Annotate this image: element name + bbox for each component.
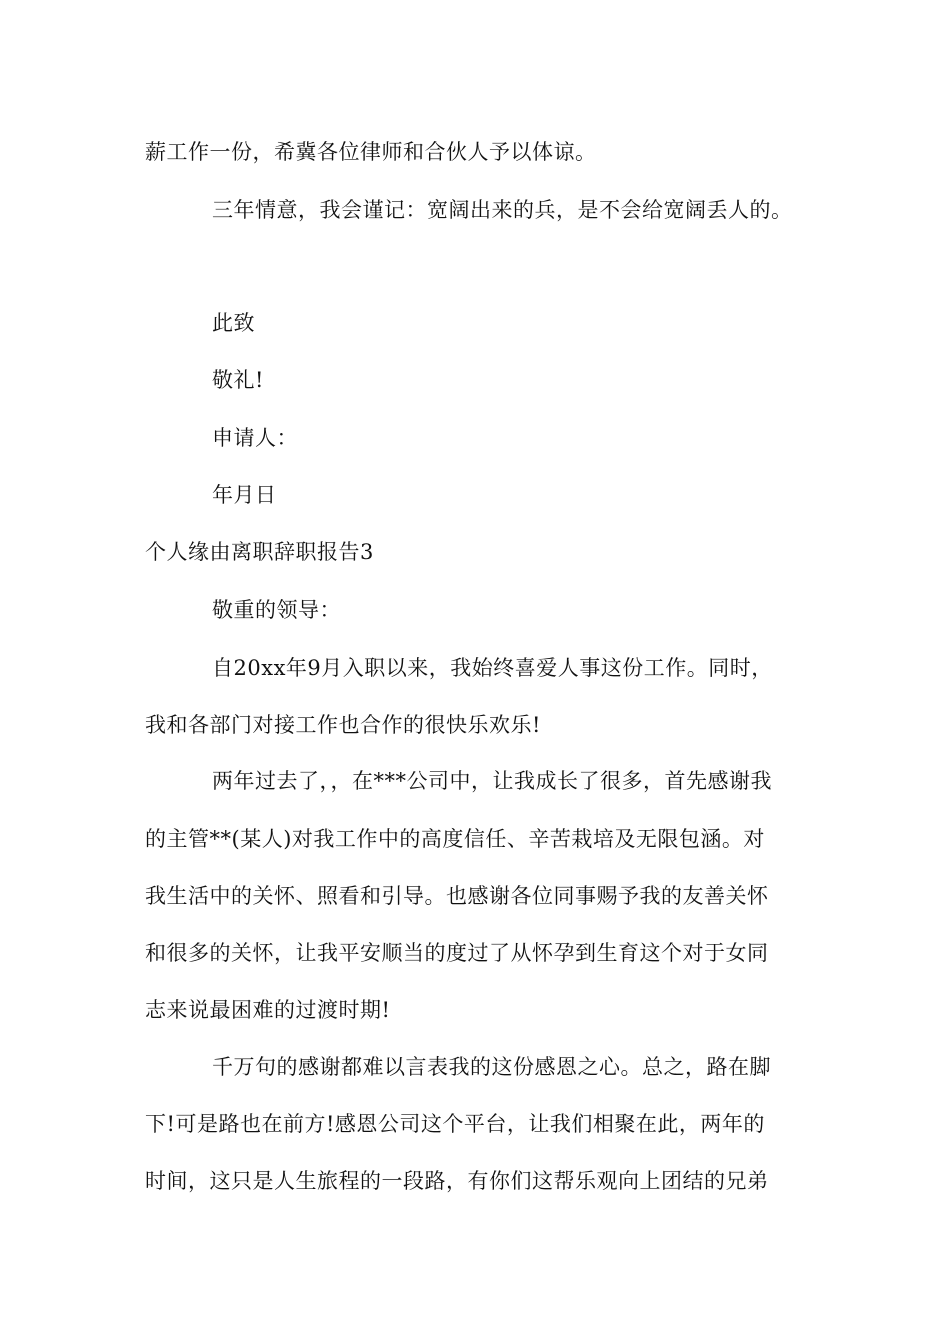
paragraph-line: 自20xx年9月入职以来，我始终喜爱人事这份工作。同时， [212, 656, 773, 680]
section-title: 个人缘由离职辞职报告3 [145, 540, 374, 564]
paragraph-line: 我和各部门对接工作也合作的很快乐欢乐! [145, 713, 541, 737]
date-line: 年月日 [212, 483, 277, 507]
paragraph-line: 的主管**(某人)对我工作中的高度信任、辛苦栽培及无限包涵。对 [145, 827, 765, 851]
paragraph-line: 千万句的感谢都难以言表我的这份感恩之心。总之，路在脚 [212, 1055, 771, 1079]
paragraph-line: 下!可是路也在前方!感恩公司这个平台，让我们相聚在此，两年的 [145, 1112, 765, 1136]
paragraph-line: 时间，这只是人生旅程的一段路，有你们这帮乐观向上团结的兄弟 [145, 1169, 769, 1193]
closing-line: 此致 [212, 311, 255, 335]
applicant-line: 申请人： [212, 426, 298, 450]
salutation-line: 敬礼! [212, 368, 264, 392]
paragraph-line: 两年过去了，，在***公司中，让我成长了很多，首先感谢我 [212, 769, 772, 793]
paragraph-line: 三年情意，我会谨记：宽阔出来的兵，是不会给宽阔丢人的。 [212, 198, 793, 222]
greeting-line: 敬重的领导： [212, 598, 341, 622]
paragraph-line: 志来说最困难的过渡时期! [145, 998, 391, 1022]
paragraph-line: 薪工作一份，希冀各位律师和合伙人予以体谅。 [145, 140, 597, 164]
paragraph-line: 我生活中的关怀、照看和引导。也感谢各位同事赐予我的友善关怀 [145, 884, 769, 908]
paragraph-line: 和很多的关怀，让我平安顺当的度过了从怀孕到生育这个对于女同 [145, 941, 769, 965]
